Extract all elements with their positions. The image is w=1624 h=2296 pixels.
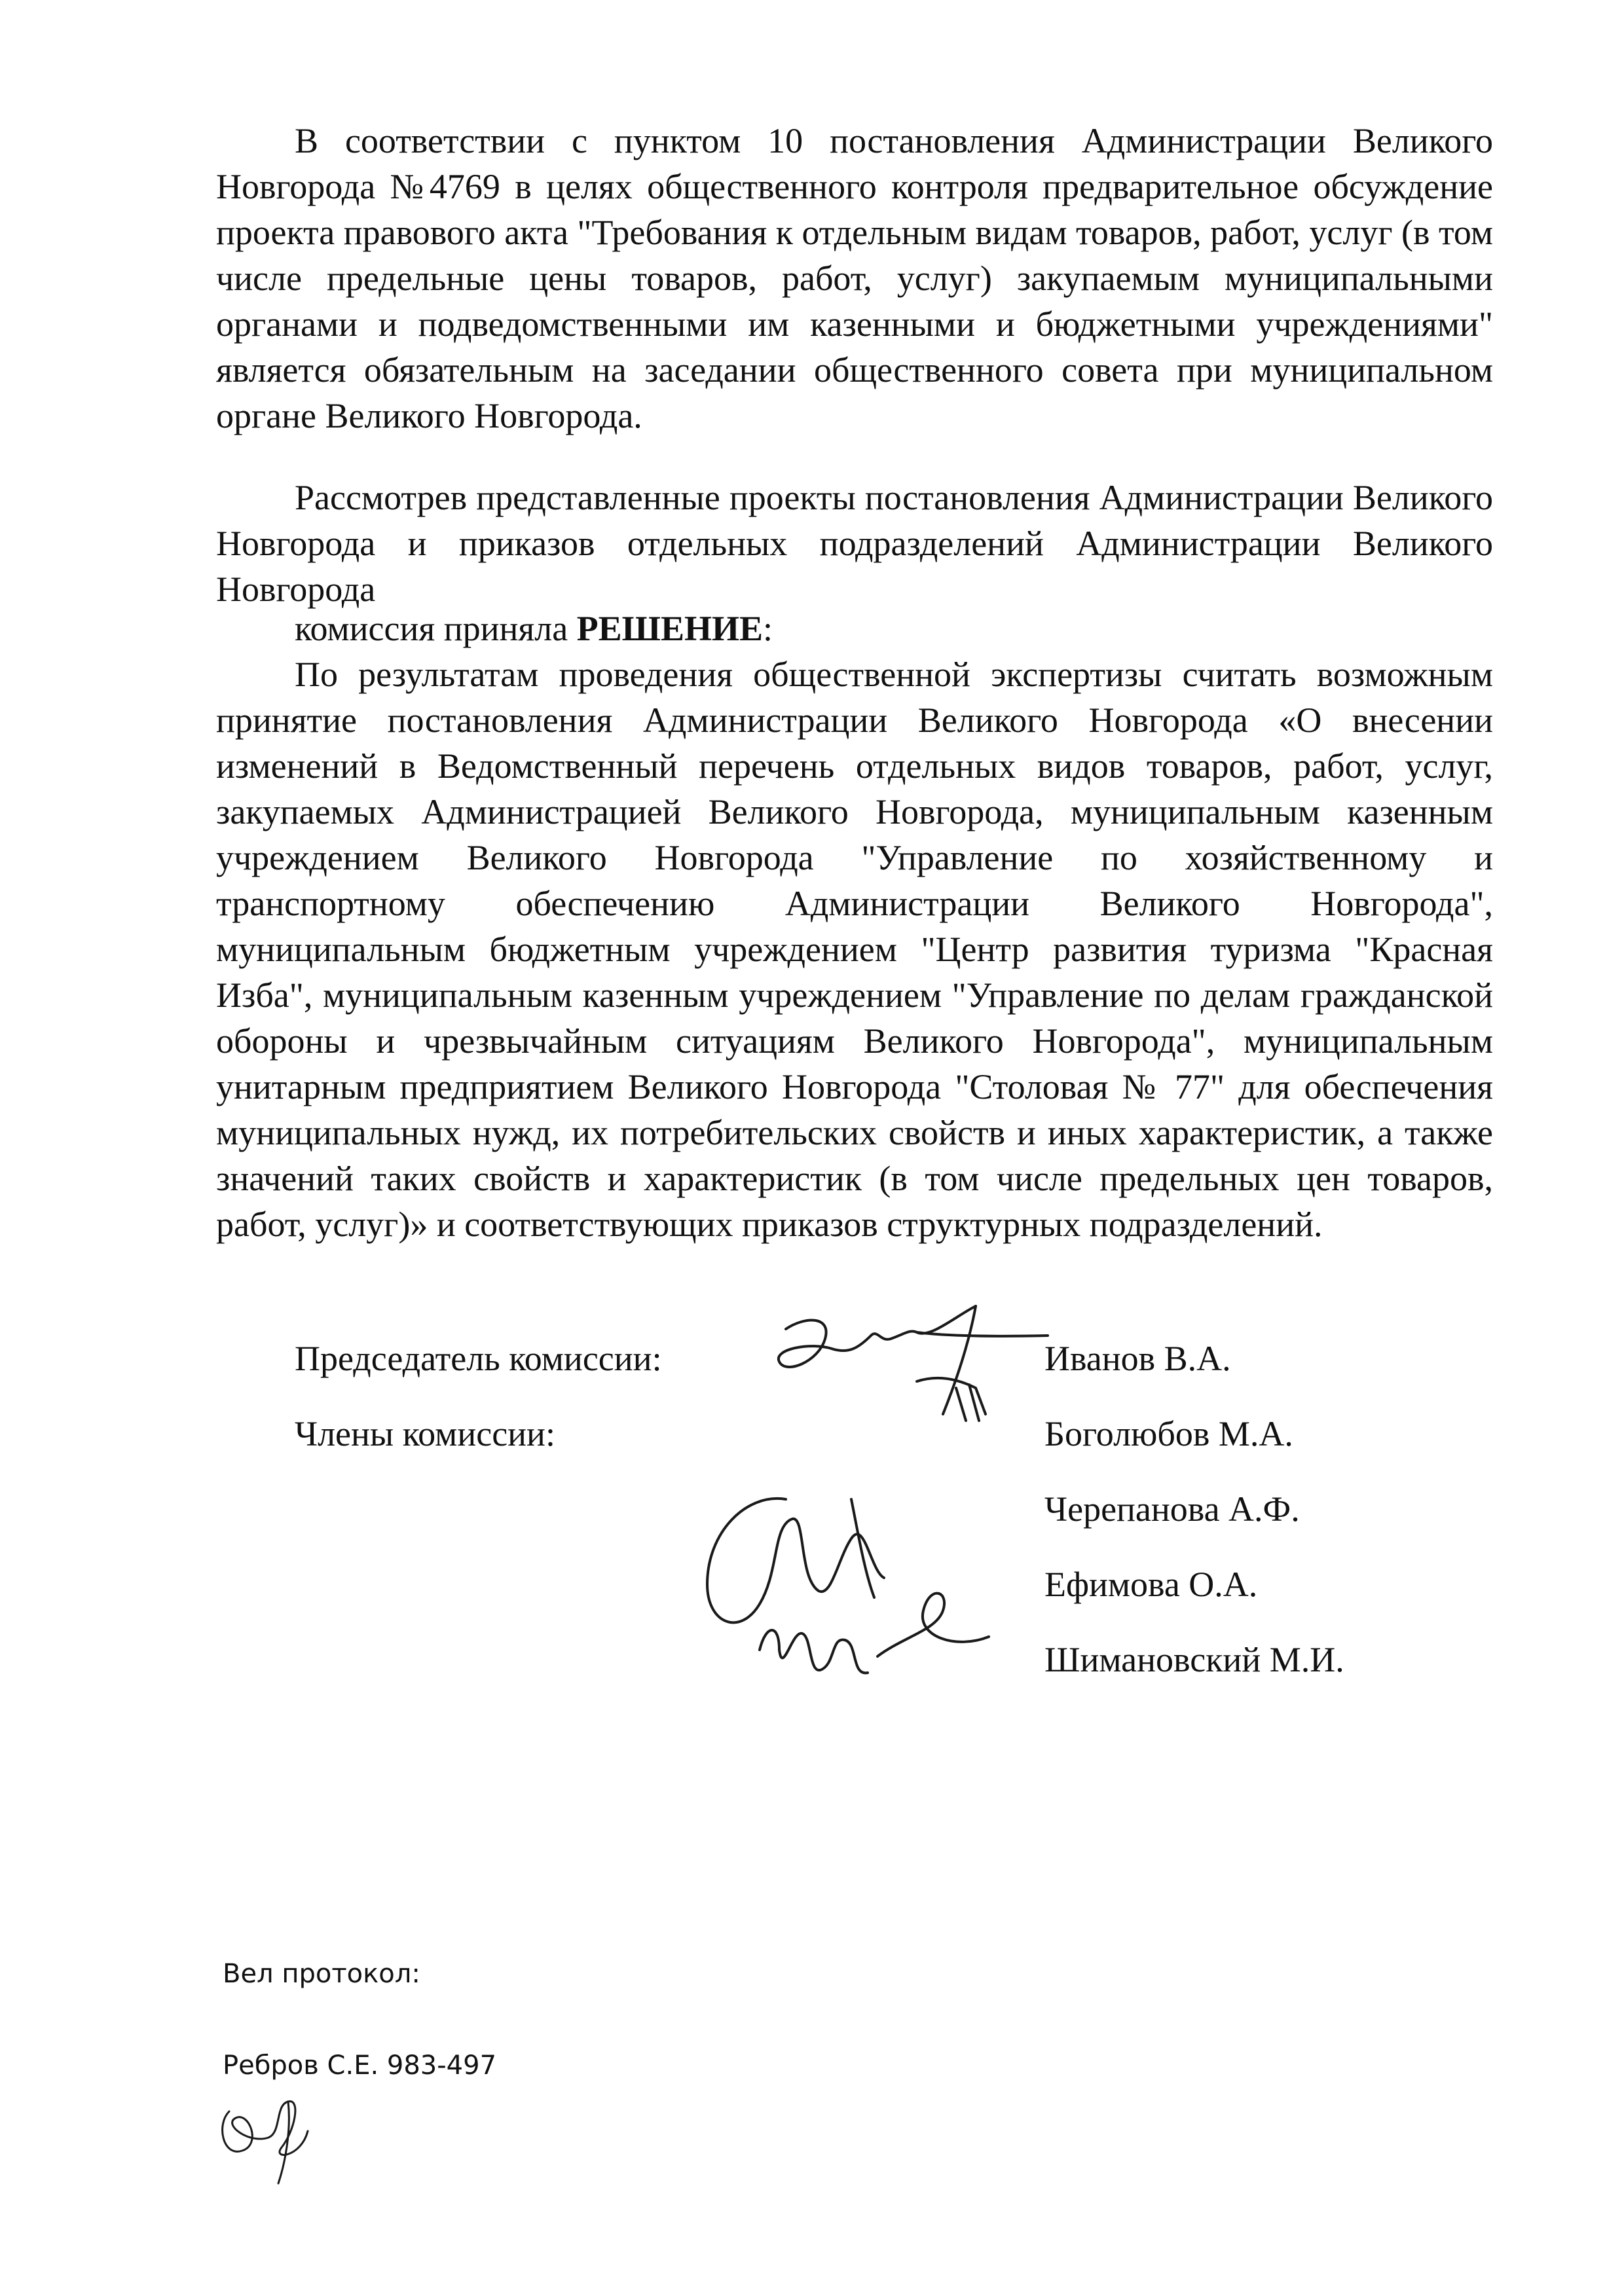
paragraph-review [216, 475, 1493, 612]
paragraph-2-text: Рассмотрев представленные проекты постановления Администрации Великого Новгорода и приказов отдельных подразделений Администрации Великого Новгорода [216, 478, 1493, 609]
recorder-label: Вел протокол: [223, 1959, 420, 1989]
chair-label: Председатель комиссии: [295, 1339, 662, 1378]
paragraph-3-text: По результатам проведения общественной экспертизы считать возможным принятие постановления Администрации Великого Новгорода «О внесении изменений в Ведомственный перечень отдельных видов товаров, работ, услуг, закупаемых Администрацией Великого Новгорода, муниципальным казенным учреждением Великого Новгорода "Управление по хозяйственному и транспортному обеспечению Администрации Великого Новгорода", муниципальным бюджетным учреждением "Центр развития туризма "Красная Изба", муниципальным казенным учреждением "Управление по делам гражданской обороны и чрезвычайным ситуациям Великого Новгорода", муниципальным унитарным предприятием Великого Новгорода "Столовая № 77" для обеспечения муниципальных нужд, их потребительских свойств и иных характеристик, а также значений таких свойств и характеристик (в том числе предельных цен товаров, работ, услуг)» и соответствующих приказов структурных подразделений. [216, 655, 1493, 1244]
recorder-name: Ребров С.Е. 983-497 [223, 2050, 497, 2081]
recorder-signature [210, 2085, 327, 2190]
paragraph-decision [216, 651, 1493, 1247]
member-name: Боголюбов М.А. [1044, 1414, 1293, 1453]
member-name: Шимановский М.И. [1044, 1640, 1344, 1679]
member-name: Ефимова О.А. [1044, 1565, 1258, 1604]
decision-word: РЕШЕНИЕ [576, 609, 763, 648]
members-signature [688, 1480, 1028, 1709]
decision-suffix: : [763, 609, 773, 648]
members-label: Члены комиссии: [295, 1414, 555, 1453]
paragraph-1-text: В соответствии с пунктом 10 постановления Администрации Великого Новгорода №4769 в целях общественного контроля предварительное обсуждение проекта правового акта "Требования к отдельным видам товаров, работ, услуг (в том числе предельные цены товаров, работ, услуг) закупаемым муниципальными органами и подведомственными им казенными и бюджетными учреждениями" является обязательным на заседании общественного совета при муниципальном органе Великого Новгорода. [216, 121, 1493, 435]
paragraph-legal-basis [216, 118, 1493, 439]
chair-signature [760, 1303, 1061, 1453]
decision-line [295, 606, 773, 651]
decision-prefix: комиссия приняла [295, 609, 577, 648]
member-name-chair: Иванов В.А. [1044, 1339, 1231, 1378]
member-name: Черепанова А.Ф. [1044, 1489, 1300, 1529]
